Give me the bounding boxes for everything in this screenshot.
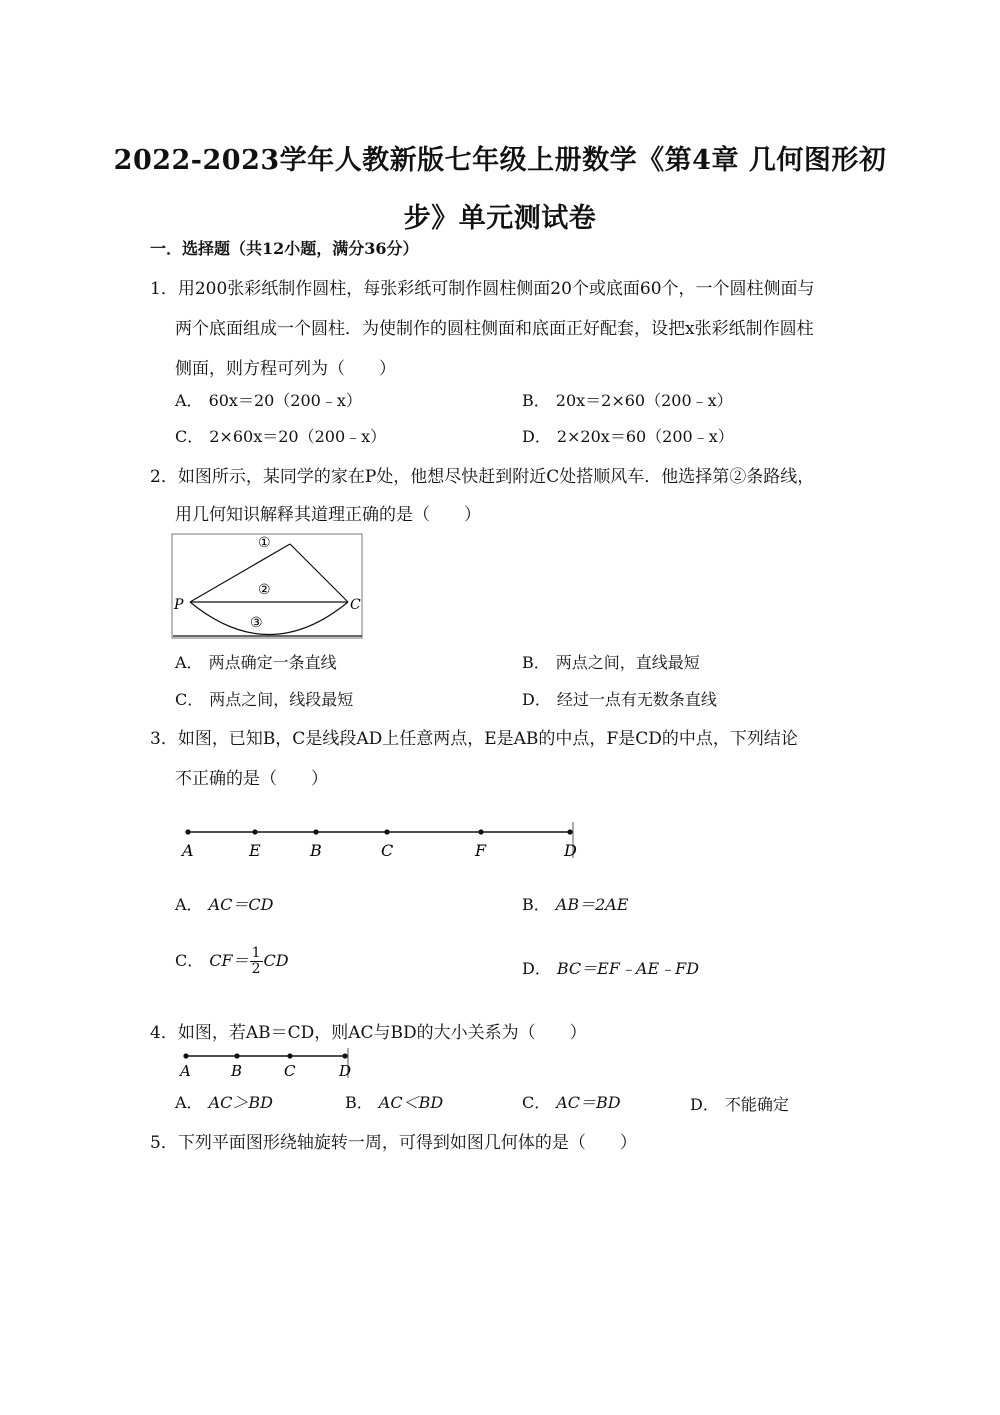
option-label: D． — [522, 959, 551, 978]
q2-option-d[interactable] — [522, 687, 717, 710]
q2-line1: 2．如图所示，某同学的家在P处，他想尽快赶到附近C处搭顺风车．他选择第②条路线， — [150, 467, 815, 487]
q3-segment-figure — [170, 818, 590, 864]
option-label: A． — [175, 391, 203, 410]
option-label: B． — [522, 391, 550, 410]
q3-option-b[interactable] — [522, 892, 629, 915]
point-c-label: C — [381, 841, 394, 860]
fraction-numerator: 1 — [251, 945, 261, 961]
option-label: A． — [175, 653, 203, 672]
q4-option-a[interactable] — [175, 1090, 273, 1113]
point-d-dot — [342, 1053, 347, 1058]
point-d-label: D — [564, 841, 577, 860]
point-b-label: B — [310, 841, 322, 860]
option-text: AC＞BD — [208, 1093, 273, 1112]
point-b-label: B — [231, 1062, 243, 1080]
q1-line3: 侧面，则方程可列为（ ） — [175, 359, 396, 379]
point-a-dot — [185, 829, 190, 834]
option-text: BC＝EF﹣AE﹣FD — [556, 959, 700, 978]
option-text: 经过一点有无数条直线 — [556, 690, 717, 709]
option-text-pre: CF＝ — [209, 951, 249, 970]
option-label: B． — [345, 1093, 373, 1112]
q2-route-figure — [170, 532, 365, 642]
option-text: 20x＝2×60（200﹣x） — [555, 391, 733, 410]
fraction — [250, 946, 263, 977]
point-c-dot — [384, 829, 389, 834]
option-text: 不能确定 — [724, 1095, 789, 1114]
option-label: D． — [522, 427, 551, 446]
q4-option-d[interactable] — [690, 1092, 789, 1115]
point-c-label: C — [284, 1062, 296, 1080]
q1-option-a[interactable] — [175, 388, 362, 411]
option-label: C． — [175, 690, 204, 709]
q2-option-c[interactable] — [175, 687, 353, 710]
point-a-dot — [183, 1053, 188, 1058]
q2-line2: 用几何知识解释其道理正确的是（ ） — [175, 505, 481, 525]
q3-line1: 3．如图，已知B，C是线段AD上任意两点，E是AB的中点，F是CD的中点，下列结论 — [150, 729, 798, 749]
option-label: D． — [690, 1095, 719, 1114]
q3-option-c[interactable] — [175, 946, 289, 977]
q4-segment-figure — [170, 1046, 360, 1082]
fraction-denominator: 2 — [251, 961, 261, 977]
q4-line1: 4．如图，若AB＝CD，则AC与BD的大小关系为（ ） — [150, 1023, 587, 1043]
option-text: 两点之间，线段最短 — [209, 690, 354, 709]
option-text: AC＝CD — [208, 895, 274, 914]
option-text: AC＜BD — [378, 1093, 444, 1112]
page-title-line2: 步》单元测试卷 — [403, 203, 597, 234]
q3-option-d[interactable] — [522, 956, 699, 979]
point-b-dot — [234, 1053, 239, 1058]
option-label: C． — [175, 951, 204, 970]
option-text: 2×60x＝20（200﹣x） — [209, 427, 387, 446]
option-label: A． — [175, 1093, 203, 1112]
route-1-label: ① — [258, 535, 271, 551]
point-e-label: E — [249, 841, 261, 860]
q3-line2: 不正确的是（ ） — [175, 769, 328, 789]
section-heading: 一．选择题（共12小题，满分36分） — [150, 239, 419, 258]
option-label: B． — [522, 653, 550, 672]
q2-option-b[interactable] — [522, 650, 700, 673]
route-2-label: ② — [258, 582, 271, 598]
option-label: B． — [522, 895, 550, 914]
point-a-label: A — [180, 1062, 191, 1080]
q1-line2: 两个底面组成一个圆柱．为使制作的圆柱侧面和底面正好配套，设把x张彩纸制作圆柱 — [175, 319, 814, 339]
q5-line1: 5．下列平面图形绕轴旋转一周，可得到如图几何体的是（ ） — [150, 1133, 637, 1153]
option-text: 两点之间，直线最短 — [555, 653, 700, 672]
point-f-label: F — [475, 841, 487, 860]
option-text: AB＝2AE — [555, 895, 629, 914]
point-p-label: P — [174, 597, 184, 613]
option-text: AC＝BD — [556, 1093, 621, 1112]
point-b-dot — [313, 829, 318, 834]
option-text: 60x＝20（200﹣x） — [208, 391, 362, 410]
option-label: C． — [522, 1093, 551, 1112]
point-e-dot — [252, 829, 257, 834]
option-label: D． — [522, 690, 551, 709]
q1-option-b[interactable] — [522, 388, 733, 411]
q1-option-d[interactable] — [522, 424, 734, 447]
q4-option-b[interactable] — [345, 1090, 443, 1113]
q1-line1: 1．用200张彩纸制作圆柱，每张彩纸可制作圆柱侧面20个或底面60个，一个圆柱侧面与 — [150, 279, 815, 299]
option-text: 2×20x＝60（200﹣x） — [556, 427, 734, 446]
route-3-label: ③ — [250, 615, 263, 631]
point-d-label: D — [339, 1062, 352, 1080]
route-1-right — [290, 544, 348, 602]
option-text: 两点确定一条直线 — [208, 653, 337, 672]
q3-option-a[interactable] — [175, 892, 273, 915]
route-1-left — [190, 544, 290, 602]
q2-option-a[interactable] — [175, 650, 337, 673]
q4-option-c[interactable] — [522, 1090, 621, 1113]
q1-option-c[interactable] — [175, 424, 386, 447]
point-c-label: C — [350, 597, 361, 613]
option-label: C． — [175, 427, 204, 446]
option-label: A． — [175, 895, 203, 914]
point-a-label: A — [182, 841, 194, 860]
option-text-post: CD — [263, 951, 289, 970]
point-c-dot — [287, 1053, 292, 1058]
route-3 — [190, 602, 348, 635]
point-f-dot — [478, 829, 483, 834]
page-title-line1: 2022-2023学年人教新版七年级上册数学《第4章 几何图形初 — [113, 145, 887, 176]
point-d-dot — [567, 829, 572, 834]
